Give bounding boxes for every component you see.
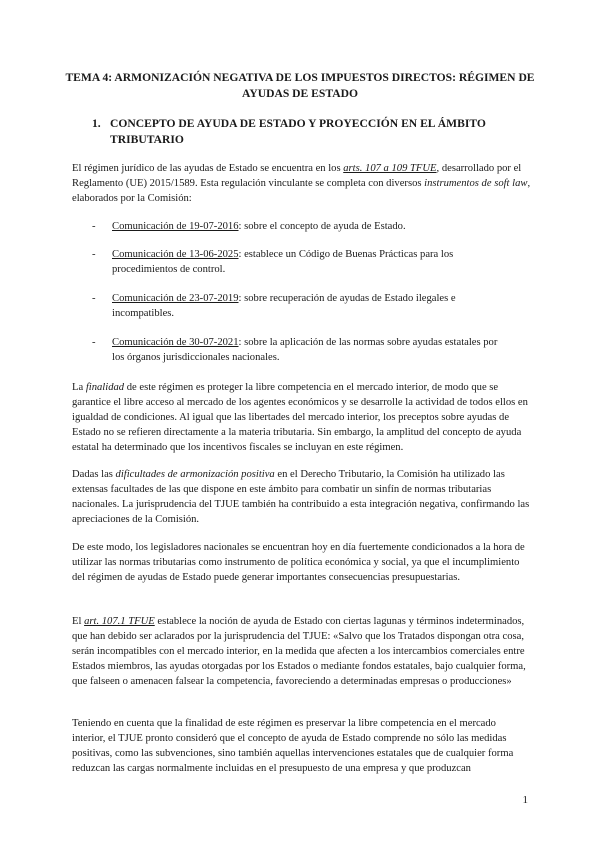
list-item	[92, 335, 512, 365]
paragraph-5-text-b: establece la noción de ayuda de Estado con ciertas lagunas y términos indeterminados, que han debido ser aclarados por la jurisprudencia del TJUE: «Salvo que los Tratados dispongan otra cosa, serán incompatibles con el mercado interior, en la medida que afecten a los intercambios comerciales entre Estados miembros, las ayudas otorgadas por los Estados o mediante fondos estatales, bajo cualquier forma, que falseen o amenacen falsear la competencia, favoreciendo a determinadas empresas o producciones»	[72, 616, 526, 687]
section-heading-text: CONCEPTO DE AYUDA DE ESTADO Y PROYECCIÓN EN EL ÁMBITO TRIBUTARIO	[110, 117, 486, 146]
paragraph-1	[72, 161, 532, 206]
page-number: 1	[522, 794, 528, 806]
paragraph-1-text-a: El régimen jurídico de las ayudas de Estado se encuentra en los	[72, 163, 344, 174]
communication-link[interactable]: Comunicación de 19-07-2016	[112, 221, 239, 232]
paragraph-1-text-b: , desarrollado por el Reglamento (UE) 2015/1589. Esta regulación vinculante se completa con diversos	[72, 163, 522, 189]
paragraph-5	[72, 614, 532, 689]
soft-law-emphasis: instrumentos de soft law	[424, 178, 528, 189]
paragraph-4: De este modo, los legisladores nacionales se encuentran hoy en día fuertemente condicionados a la hora de utilizar las normas tributarias como instrumento de política económica y social, ya que el incumplimiento del régimen de ayudas de Estado puede generar importantes consecuencias presupuestarias.	[72, 542, 525, 583]
paragraph-3-text-b: en el Derecho Tributario, la Comisión ha utilizado las extensas facultades de las que dispone en este ámbito para combatir un sinfín de normas tributarias nacionales. La jurisprudencia del TJUE también ha contribuido a esta integración negativa, confirmando las apreciaciones de la Comisión.	[72, 469, 530, 525]
bullet-dash: -	[92, 337, 96, 348]
list-item	[92, 219, 512, 234]
communication-link[interactable]: Comunicación de 30-07-2021	[112, 337, 239, 348]
bullet-dash: -	[92, 221, 96, 232]
paragraph-5-text-a: El	[72, 616, 85, 627]
paragraph-2	[72, 380, 532, 455]
communication-link[interactable]: Comunicación de 13-06-2025	[112, 249, 239, 260]
section-heading	[92, 116, 492, 148]
paragraph-2-text-a: La	[72, 382, 86, 393]
paragraph-1-text-c: , elaborados por la Comisión:	[72, 178, 531, 204]
paragraph-3	[72, 467, 532, 527]
document-title: TEMA 4: ARMONIZACIÓN NEGATIVA DE LOS IMPUESTOS DIRECTOS: RÉGIMEN DE AYUDAS DE ESTADO	[65, 71, 535, 100]
list-item	[92, 291, 512, 321]
bullet-dash: -	[92, 293, 96, 304]
list-item-text: : establece un Código de Buenas Prácticas para los procedimientos de control.	[112, 249, 454, 275]
paragraph-3-text-a: Dadas las	[72, 469, 116, 480]
bullet-dash: -	[92, 249, 96, 260]
list-item	[92, 247, 512, 277]
paragraph-6: Teniendo en cuenta que la finalidad de este régimen es preservar la libre competencia en el mercado interior, el TJUE pronto consideró que el concepto de ayuda de Estado comprende no sólo las medidas positivas, como las subvenciones, sino también aquellas intervenciones estatales que de cualquier forma reduzcan las cargas normalmente incluidas en el presupuesto de una empresa y que produzcan	[72, 718, 514, 774]
section-number: 1.	[92, 117, 101, 130]
communication-link[interactable]: Comunicación de 23-07-2019	[112, 293, 239, 304]
article-107-1-link[interactable]: art. 107.1 TFUE	[84, 616, 155, 627]
list-item-text: : sobre el concepto de ayuda de Estado.	[238, 221, 406, 232]
finalidad-emphasis: finalidad	[85, 382, 125, 393]
paragraph-2-text-b: de este régimen es proteger la libre competencia en el mercado interior, de modo que se garantice el libre acceso al mercado de los agentes económicos y se desarrolle la actividad de todos ellos en igualdad de condiciones. Al igual que las libertades del mercado interior, los preceptos sobre ayudas de Estado no se refieren directamente a la materia tributaria. Sin embargo, la amplitud del concepto de ayuda estatal ha determinado que los incentivos fiscales se incluyan en este régimen.	[72, 382, 528, 453]
articles-107-109-link[interactable]: arts. 107 a 109 TFUE	[343, 163, 437, 174]
harmonization-emphasis: dificultades de armonización positiva	[115, 469, 275, 480]
list-item-text: : sobre la aplicación de las normas sobre ayudas estatales por los órganos jurisdiccionales nacionales.	[112, 337, 498, 363]
list-item-text: : sobre recuperación de ayudas de Estado ilegales e incompatibles.	[112, 293, 456, 319]
